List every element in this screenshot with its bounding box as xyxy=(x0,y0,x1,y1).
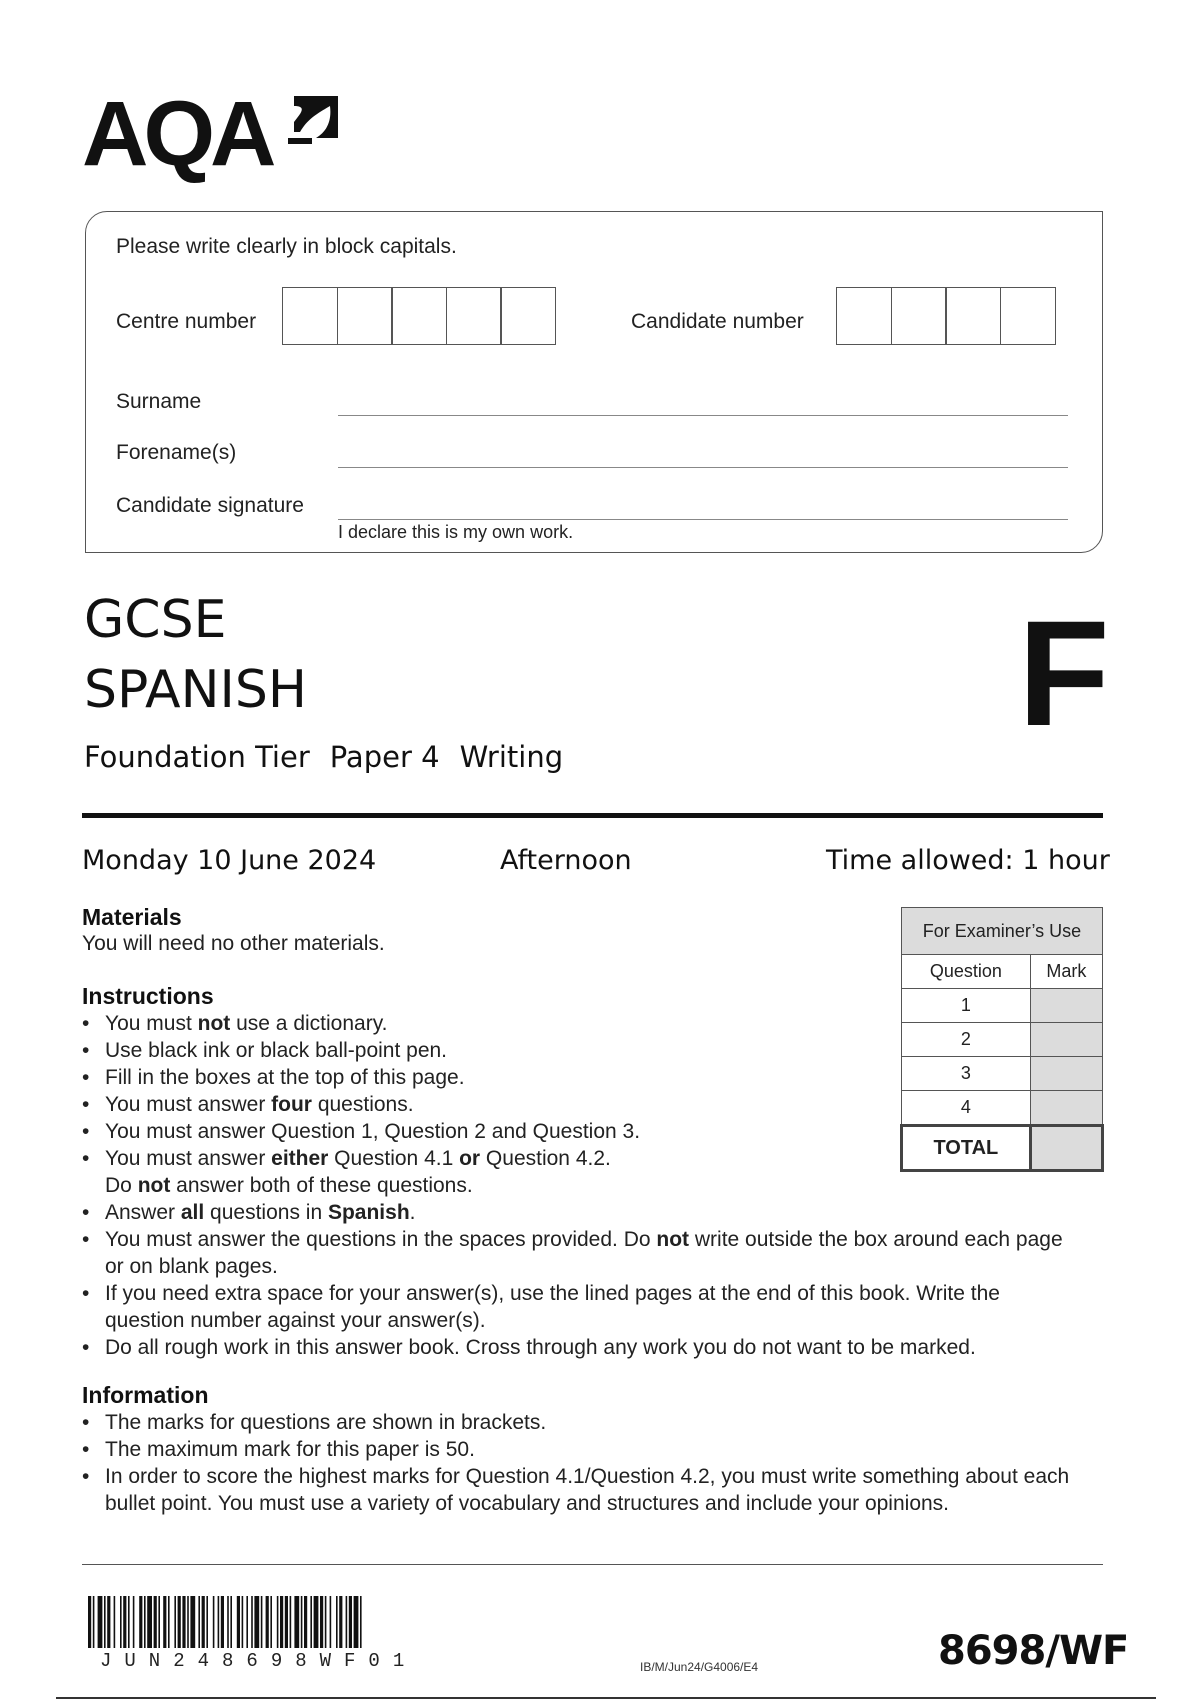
barcode-bar xyxy=(98,1596,103,1648)
barcode-bar xyxy=(280,1596,283,1648)
barcode-bar xyxy=(320,1596,323,1648)
barcode-bar xyxy=(270,1596,272,1648)
aqa-logo-text: AQA xyxy=(82,83,272,185)
information-heading: Information xyxy=(82,1382,209,1408)
centre-number-label: Centre number xyxy=(116,310,257,333)
barcode-bar xyxy=(246,1596,248,1648)
mark-cell xyxy=(1030,1023,1102,1057)
barcode-bar xyxy=(242,1596,244,1648)
barcode-bar xyxy=(104,1596,106,1648)
instruction-item: • If you need extra space for your answer(s), use the lined pages at the end of this book. Write the question number against your answer(s). xyxy=(82,1280,1085,1334)
page-bottom-rule xyxy=(56,1697,1156,1699)
barcode-bar xyxy=(336,1596,338,1648)
header-divider xyxy=(82,813,1103,818)
mark-cell xyxy=(1030,1057,1102,1091)
exam-session: Afternoon xyxy=(500,845,632,876)
block-capitals-instruction: Please write clearly in block capitals. xyxy=(116,235,457,258)
barcode-bar xyxy=(202,1596,205,1648)
centre-number-box[interactable] xyxy=(337,287,393,345)
examiners-use-table xyxy=(900,907,1104,1172)
instruction-item: • Do all rough work in this answer book. Cross through any work you do not want to be marked. xyxy=(82,1334,1102,1361)
barcode-bar xyxy=(310,1596,312,1648)
barcode-bar xyxy=(251,1596,253,1648)
barcode-bar xyxy=(330,1596,332,1648)
centre-number-box[interactable] xyxy=(391,287,447,345)
centre-number-box[interactable] xyxy=(282,287,338,345)
barcode-bar xyxy=(266,1596,269,1648)
total-label: TOTAL xyxy=(902,1126,1031,1171)
question-number: 2 xyxy=(902,1023,1031,1057)
surname-label: Surname xyxy=(116,390,202,413)
barcode-bar xyxy=(218,1596,220,1648)
signature-line[interactable] xyxy=(338,519,1068,520)
barcode-bar xyxy=(237,1596,240,1648)
tier-letter: F xyxy=(1018,589,1110,757)
instruction-item: • You must not use a dictionary. xyxy=(82,1010,1102,1037)
candidate-details-box xyxy=(85,211,1103,553)
time-allowed: Time allowed: 1 hour xyxy=(826,845,1110,876)
barcode-bar xyxy=(227,1596,229,1648)
barcode-bar xyxy=(290,1596,292,1648)
candidate-number-box[interactable] xyxy=(1000,287,1056,345)
forenames-label: Forename(s) xyxy=(116,441,237,464)
reference-code: IB/M/Jun24/G4006/E4 xyxy=(640,1660,759,1674)
forenames-line[interactable] xyxy=(338,467,1068,468)
barcode-bar xyxy=(261,1596,263,1648)
barcode-bar xyxy=(178,1596,181,1648)
paper-label: Paper 4 xyxy=(329,740,440,774)
barcode-bar xyxy=(349,1596,352,1648)
candidate-number-box[interactable] xyxy=(891,287,947,345)
barcode-text: JUN248698WF01 xyxy=(100,1650,418,1672)
barcode-bar xyxy=(230,1596,232,1648)
candidate-number-box[interactable] xyxy=(945,287,1001,345)
barcode-bar xyxy=(139,1596,142,1648)
barcode-bar xyxy=(114,1596,116,1648)
barcode-bar xyxy=(128,1596,130,1648)
question-number: 1 xyxy=(902,989,1031,1023)
paper-subtitle xyxy=(84,740,583,774)
barcode-bar xyxy=(107,1596,110,1648)
barcode-bar xyxy=(158,1596,160,1648)
barcode-bar xyxy=(182,1596,185,1648)
barcode-bar xyxy=(354,1596,359,1648)
barcode-bar xyxy=(88,1596,91,1648)
examiners-use-header: For Examiner’s Use xyxy=(902,908,1103,955)
barcode xyxy=(88,1596,498,1648)
barcode-bar xyxy=(190,1596,195,1648)
information-list xyxy=(82,1409,1082,1517)
candidate-number-box[interactable] xyxy=(836,287,892,345)
barcode-bar xyxy=(304,1596,307,1648)
question-number: 3 xyxy=(902,1057,1031,1091)
barcode-bar xyxy=(325,1596,327,1648)
candidate-number-boxes[interactable] xyxy=(836,287,1054,345)
surname-line[interactable] xyxy=(338,415,1068,416)
question-column-header: Question xyxy=(902,955,1031,989)
instruction-item: • You must answer four questions. xyxy=(82,1091,1102,1118)
barcode-bar xyxy=(294,1596,299,1648)
instruction-item: • Answer all questions in Spanish. xyxy=(82,1199,1102,1226)
signature-label: Candidate signature xyxy=(116,494,304,517)
materials-heading: Materials xyxy=(82,904,182,930)
centre-number-box[interactable] xyxy=(500,287,556,345)
barcode-bar xyxy=(221,1596,224,1648)
barcode-bar xyxy=(93,1596,95,1648)
subject-title: SPANISH xyxy=(84,660,307,720)
instruction-item: • You must answer Question 1, Question 2 and Question 3. xyxy=(82,1118,1102,1145)
exam-date: Monday 10 June 2024 xyxy=(82,845,377,876)
barcode-bar xyxy=(198,1596,200,1648)
barcode-bar xyxy=(254,1596,259,1648)
mark-cell xyxy=(1030,989,1102,1023)
candidate-number-label: Candidate number xyxy=(631,310,804,333)
barcode-bar xyxy=(277,1596,279,1648)
barcode-bar xyxy=(213,1596,215,1648)
barcode-bar xyxy=(168,1596,170,1648)
barcode-bar xyxy=(123,1596,126,1648)
component-label: Writing xyxy=(459,740,564,774)
information-item: • In order to score the highest marks for Question 4.1/Question 4.2, you must write something about each bullet point. You must use a variety of vocabulary and structures and include your opinions. xyxy=(82,1463,1082,1517)
instruction-item: • You must answer either Question 4.1 or Question 4.2. Do not answer both of these questions. xyxy=(82,1145,1102,1199)
barcode-bar xyxy=(206,1596,208,1648)
information-item: • The marks for questions are shown in brackets. xyxy=(82,1409,1082,1436)
barcode-bar xyxy=(360,1596,362,1648)
barcode-bar xyxy=(163,1596,166,1648)
barcode-bar xyxy=(339,1596,342,1648)
paper-code: 8698/WF xyxy=(938,1628,1129,1674)
barcode-bar xyxy=(133,1596,135,1648)
instruction-item: • Fill in the boxes at the top of this page. xyxy=(82,1064,1102,1091)
instruction-item: • Use black ink or black ball-point pen. xyxy=(82,1037,1102,1064)
instructions-heading: Instructions xyxy=(82,983,214,1009)
barcode-bar xyxy=(187,1596,189,1648)
mark-cell xyxy=(1030,1091,1102,1126)
qualification-title: GCSE xyxy=(84,590,227,650)
barcode-bar xyxy=(147,1596,152,1648)
barcode-bar xyxy=(301,1596,303,1648)
mark-column-header: Mark xyxy=(1030,955,1102,989)
declaration-text: I declare this is my own work. xyxy=(338,522,574,542)
barcode-bar xyxy=(314,1596,319,1648)
information-item: • The maximum mark for this paper is 50. xyxy=(82,1436,1082,1463)
materials-text: You will need no other materials. xyxy=(82,932,385,955)
aqa-leaf-logo-icon xyxy=(286,92,342,148)
barcode-bar xyxy=(346,1596,348,1648)
centre-number-boxes[interactable] xyxy=(282,287,555,345)
tier-label: Foundation Tier xyxy=(84,740,310,774)
footer-divider xyxy=(82,1564,1103,1565)
total-mark-cell xyxy=(1030,1126,1102,1171)
question-number: 4 xyxy=(902,1091,1031,1126)
barcode-bar xyxy=(285,1596,288,1648)
barcode-bar xyxy=(120,1596,122,1648)
barcode-bar xyxy=(174,1596,176,1648)
barcode-bar xyxy=(144,1596,146,1648)
centre-number-box[interactable] xyxy=(446,287,502,345)
instruction-item: • You must answer the questions in the spaces provided. Do not write outside the box around each page or on blank pages. xyxy=(82,1226,1085,1280)
barcode-bar xyxy=(154,1596,157,1648)
